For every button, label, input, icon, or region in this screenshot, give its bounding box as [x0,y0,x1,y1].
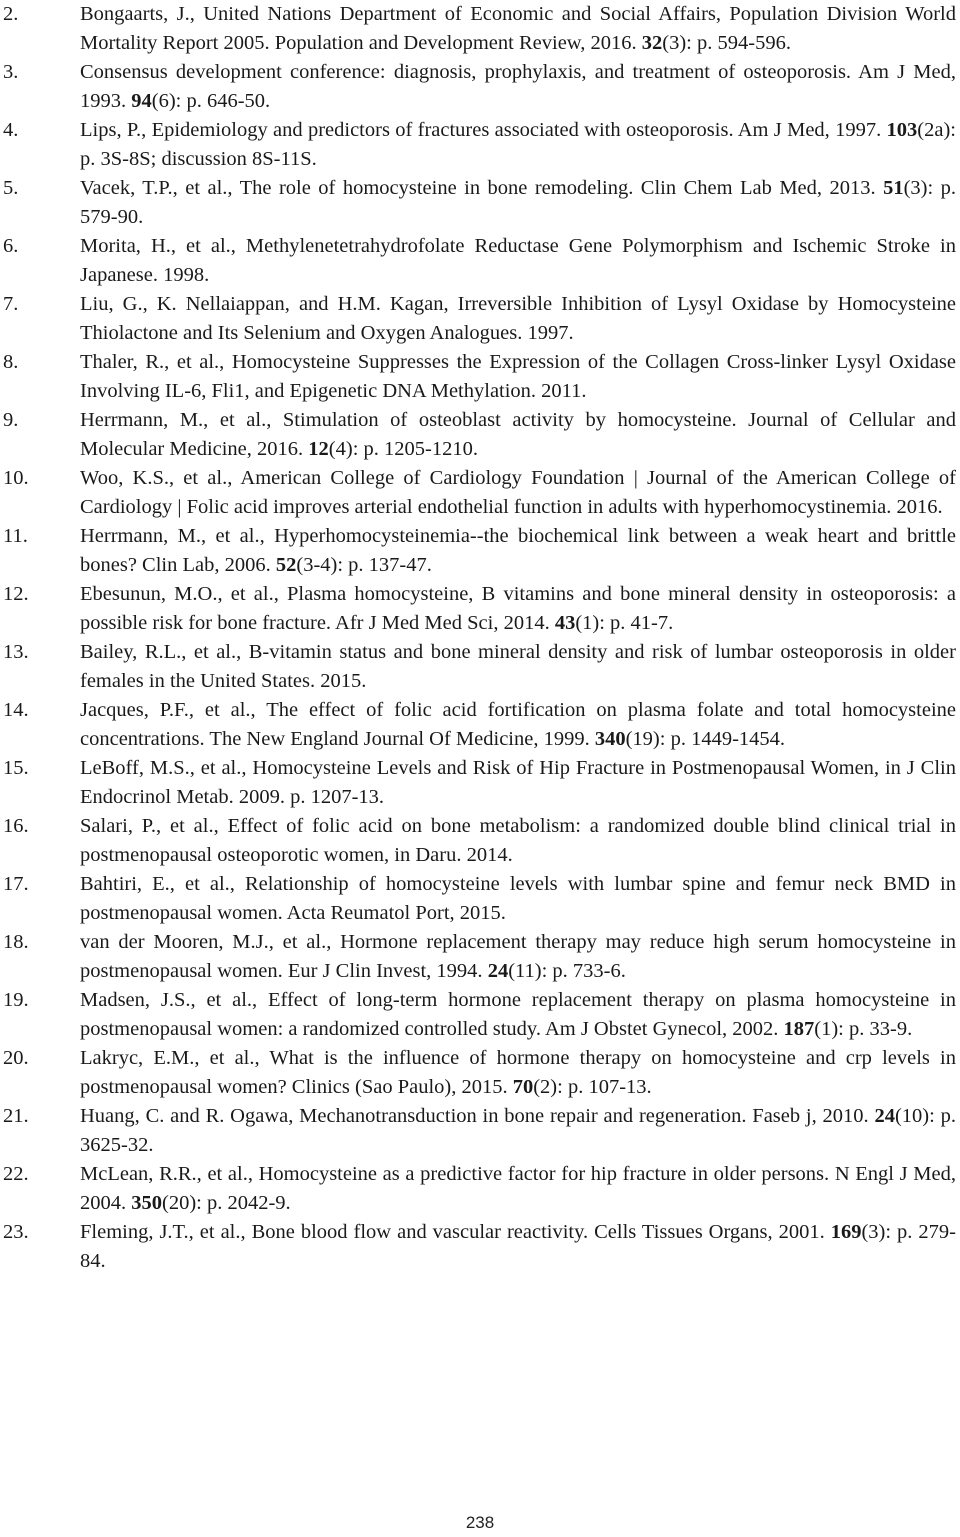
reference-volume: 70 [512,1076,534,1098]
reference-number: 11. [3,525,28,547]
reference-number: 5. [3,177,19,199]
reference-text-segment: Bongaarts, J., United Nations Department of Economic and Social Affairs, Population Division World Mortality Report 2005. Population and Development Review, 2016. [80,3,956,54]
reference-volume: 24 [487,960,509,982]
reference-text [80,815,956,866]
reference-number: 8. [3,351,19,373]
reference-volume: 51 [883,177,904,199]
reference-item [0,348,960,406]
reference-text-segment: (6): p. 646-50. [151,90,271,112]
reference-text-segment: Bailey, R.L., et al., B-vitamin status and bone mineral density and risk of lumbar osteoporosis in older females in the United States. 2015. [80,641,956,692]
page-number: 238 [465,1513,495,1532]
reference-volume: 340 [594,728,626,750]
reference-volume: 94 [131,90,152,112]
reference-number: 20. [3,1047,29,1069]
reference-item [0,580,960,638]
reference-item [0,0,960,58]
reference-text-segment: (19): p. 1449-1454. [625,728,786,750]
reference-text-segment: McLean, R.R., et al., Homocysteine as a predictive factor for hip fracture in older persons. N Engl J Med, 2004. [80,1163,956,1214]
reference-number: 6. [3,235,19,257]
reference-text [80,583,956,634]
reference-text-segment: (20): p. 2042-9. [162,1192,291,1214]
reference-number: 14. [3,699,29,721]
reference-text [80,61,956,112]
reference-number: 17. [3,873,29,895]
reference-item [0,522,960,580]
reference-number: 12. [3,583,29,605]
reference-item [0,754,960,812]
reference-number: 16. [3,815,29,837]
reference-volume: 52 [275,554,297,576]
reference-text-segment: Vacek, T.P., et al., The role of homocysteine in bone remodeling. Clin Chem Lab Med, 2013. [80,177,884,199]
reference-text-segment: (3): p. 579-90. [80,177,956,228]
reference-text-segment: Fleming, J.T., et al., Bone blood flow and vascular reactivity. Cells Tissues Organs, 2001. [80,1221,831,1243]
reference-text-segment: (1): p. 33-9. [814,1018,913,1040]
reference-text [80,3,956,54]
reference-item [0,1218,960,1276]
reference-number: 21. [3,1105,29,1127]
reference-item [0,928,960,986]
reference-volume: 24 [874,1105,895,1127]
reference-number: 23. [3,1221,29,1243]
reference-item [0,986,960,1044]
reference-text [80,931,956,982]
reference-text [80,641,956,692]
reference-item [0,232,960,290]
reference-number: 4. [3,119,19,141]
reference-text-segment: (4): p. 1205-1210. [328,438,478,460]
reference-text [80,293,956,344]
reference-volume: 43 [554,612,576,634]
reference-volume: 32 [641,32,663,54]
reference-volume: 103 [886,119,918,141]
reference-item [0,870,960,928]
reference-text [80,757,956,808]
reference-text [80,177,956,228]
reference-item [0,638,960,696]
reference-text-segment: Huang, C. and R. Ogawa, Mechanotransduction in bone repair and regeneration. Faseb j, 2010. [80,1105,875,1127]
reference-item [0,406,960,464]
reference-number: 7. [3,293,19,315]
reference-item [0,812,960,870]
reference-text-segment: Jacques, P.F., et al., The effect of folic acid fortification on plasma folate and total homocysteine concentrations. The New England Journal Of Medicine, 1999. [80,699,956,750]
reference-text [80,351,956,402]
reference-text-segment: Consensus development conference: diagnosis, prophylaxis, and treatment of osteoporosis. Am J Med, 1993. [80,61,956,112]
reference-text [80,699,956,750]
reference-text-segment: (11): p. 733-6. [508,960,626,982]
reference-volume: 187 [783,1018,815,1040]
reference-text-segment: Salari, P., et al., Effect of folic acid on bone metabolism: a randomized double blind clinical trial in postmenopausal osteoporotic women, in Daru. 2014. [80,815,956,866]
reference-number: 22. [3,1163,29,1185]
reference-number: 9. [3,409,19,431]
reference-number: 13. [3,641,29,663]
reference-item [0,290,960,348]
reference-volume: 350 [131,1192,162,1214]
reference-text-segment: Herrmann, M., et al., Hyperhomocysteinemia--the biochemical link between a weak heart and brittle bones? Clin Lab, 2006. [80,525,956,576]
reference-volume: 169 [830,1221,862,1243]
reference-text [80,525,956,576]
reference-item [0,174,960,232]
reference-number: 15. [3,757,29,779]
reference-volume: 12 [308,438,329,460]
reference-item [0,696,960,754]
reference-text-segment: Herrmann, M., et al., Stimulation of osteoblast activity by homocysteine. Journal of Cellular and Molecular Medicine, 2016. [80,409,956,460]
reference-text-segment: Thaler, R., et al., Homocysteine Suppresses the Expression of the Collagen Cross-linker Lysyl Oxidase Involving IL-6, Fli1, and Epigenetic DNA Methylation. 2011. [80,351,956,402]
reference-text [80,873,956,924]
reference-text-segment: Ebesunun, M.O., et al., Plasma homocysteine, B vitamins and bone mineral density in osteoporosis: a possible risk for bone fracture. Afr J Med Med Sci, 2014. [80,583,956,634]
reference-text-segment: Morita, H., et al., Methylenetetrahydrofolate Reductase Gene Polymorphism and Ischemic Stroke in Japanese. 1998. [80,235,956,286]
reference-text-segment: Madsen, J.S., et al., Effect of long-term hormone replacement therapy on plasma homocysteine in postmenopausal women: a randomized controlled study. Am J Obstet Gynecol, 2002. [80,989,956,1040]
reference-item [0,464,960,522]
reference-text-segment: Woo, K.S., et al., American College of Cardiology Foundation | Journal of the American College of Cardiology | Folic acid improves arterial endothelial function in adults with hyperhomocystinemia. 2016. [80,467,956,518]
reference-text-segment: (3-4): p. 137-47. [296,554,432,576]
reference-text [80,1163,956,1214]
reference-text [80,409,956,460]
reference-number: 3. [3,61,19,83]
reference-text-segment: (3): p. 279-84. [80,1221,956,1272]
reference-text-segment: van der Mooren, M.J., et al., Hormone replacement therapy may reduce high serum homocysteine in postmenopausal women. Eur J Clin Invest, 1994. [80,931,956,982]
reference-text [80,1047,956,1098]
reference-text [80,1221,956,1272]
reference-text [80,989,956,1040]
reference-text-segment: (1): p. 41-7. [575,612,674,634]
reference-number: 2. [3,3,19,25]
reference-number: 10. [3,467,29,489]
reference-text-segment: Bahtiri, E., et al., Relationship of homocysteine levels with lumbar spine and femur neck BMD in postmenopausal women. Acta Reumatol Port, 2015. [80,873,956,924]
reference-text-segment: (2): p. 107-13. [533,1076,652,1098]
reference-text-segment: (3): p. 594-596. [662,32,791,54]
reference-text [80,235,956,286]
reference-text-segment: Liu, G., K. Nellaiappan, and H.M. Kagan, Irreversible Inhibition of Lysyl Oxidase by Homocysteine Thiolactone and Its Selenium and Oxygen Analogues. 1997. [80,293,956,344]
reference-item [0,1160,960,1218]
reference-number: 19. [3,989,29,1011]
reference-item [0,58,960,116]
reference-text [80,1105,956,1156]
reference-item [0,116,960,174]
reference-text-segment: (2a): p. 3S-8S; discussion 8S-11S. [80,119,956,170]
reference-text [80,467,956,518]
reference-text-segment: Lakryc, E.M., et al., What is the influence of hormone therapy on homocysteine and crp levels in postmenopausal women? Clinics (Sao Paulo), 2015. [80,1047,956,1098]
reference-number: 18. [3,931,29,953]
reference-item [0,1044,960,1102]
reference-text-segment: LeBoff, M.S., et al., Homocysteine Levels and Risk of Hip Fracture in Postmenopausal Women, in J Clin Endocrinol Metab. 2009. p. 1207-13. [80,757,956,808]
reference-text [80,119,956,170]
reference-item [0,1102,960,1160]
reference-text-segment: (10): p. 3625-32. [80,1105,956,1156]
reference-text-segment: Lips, P., Epidemiology and predictors of fractures associated with osteoporosis. Am J Med, 1997. [80,119,887,141]
